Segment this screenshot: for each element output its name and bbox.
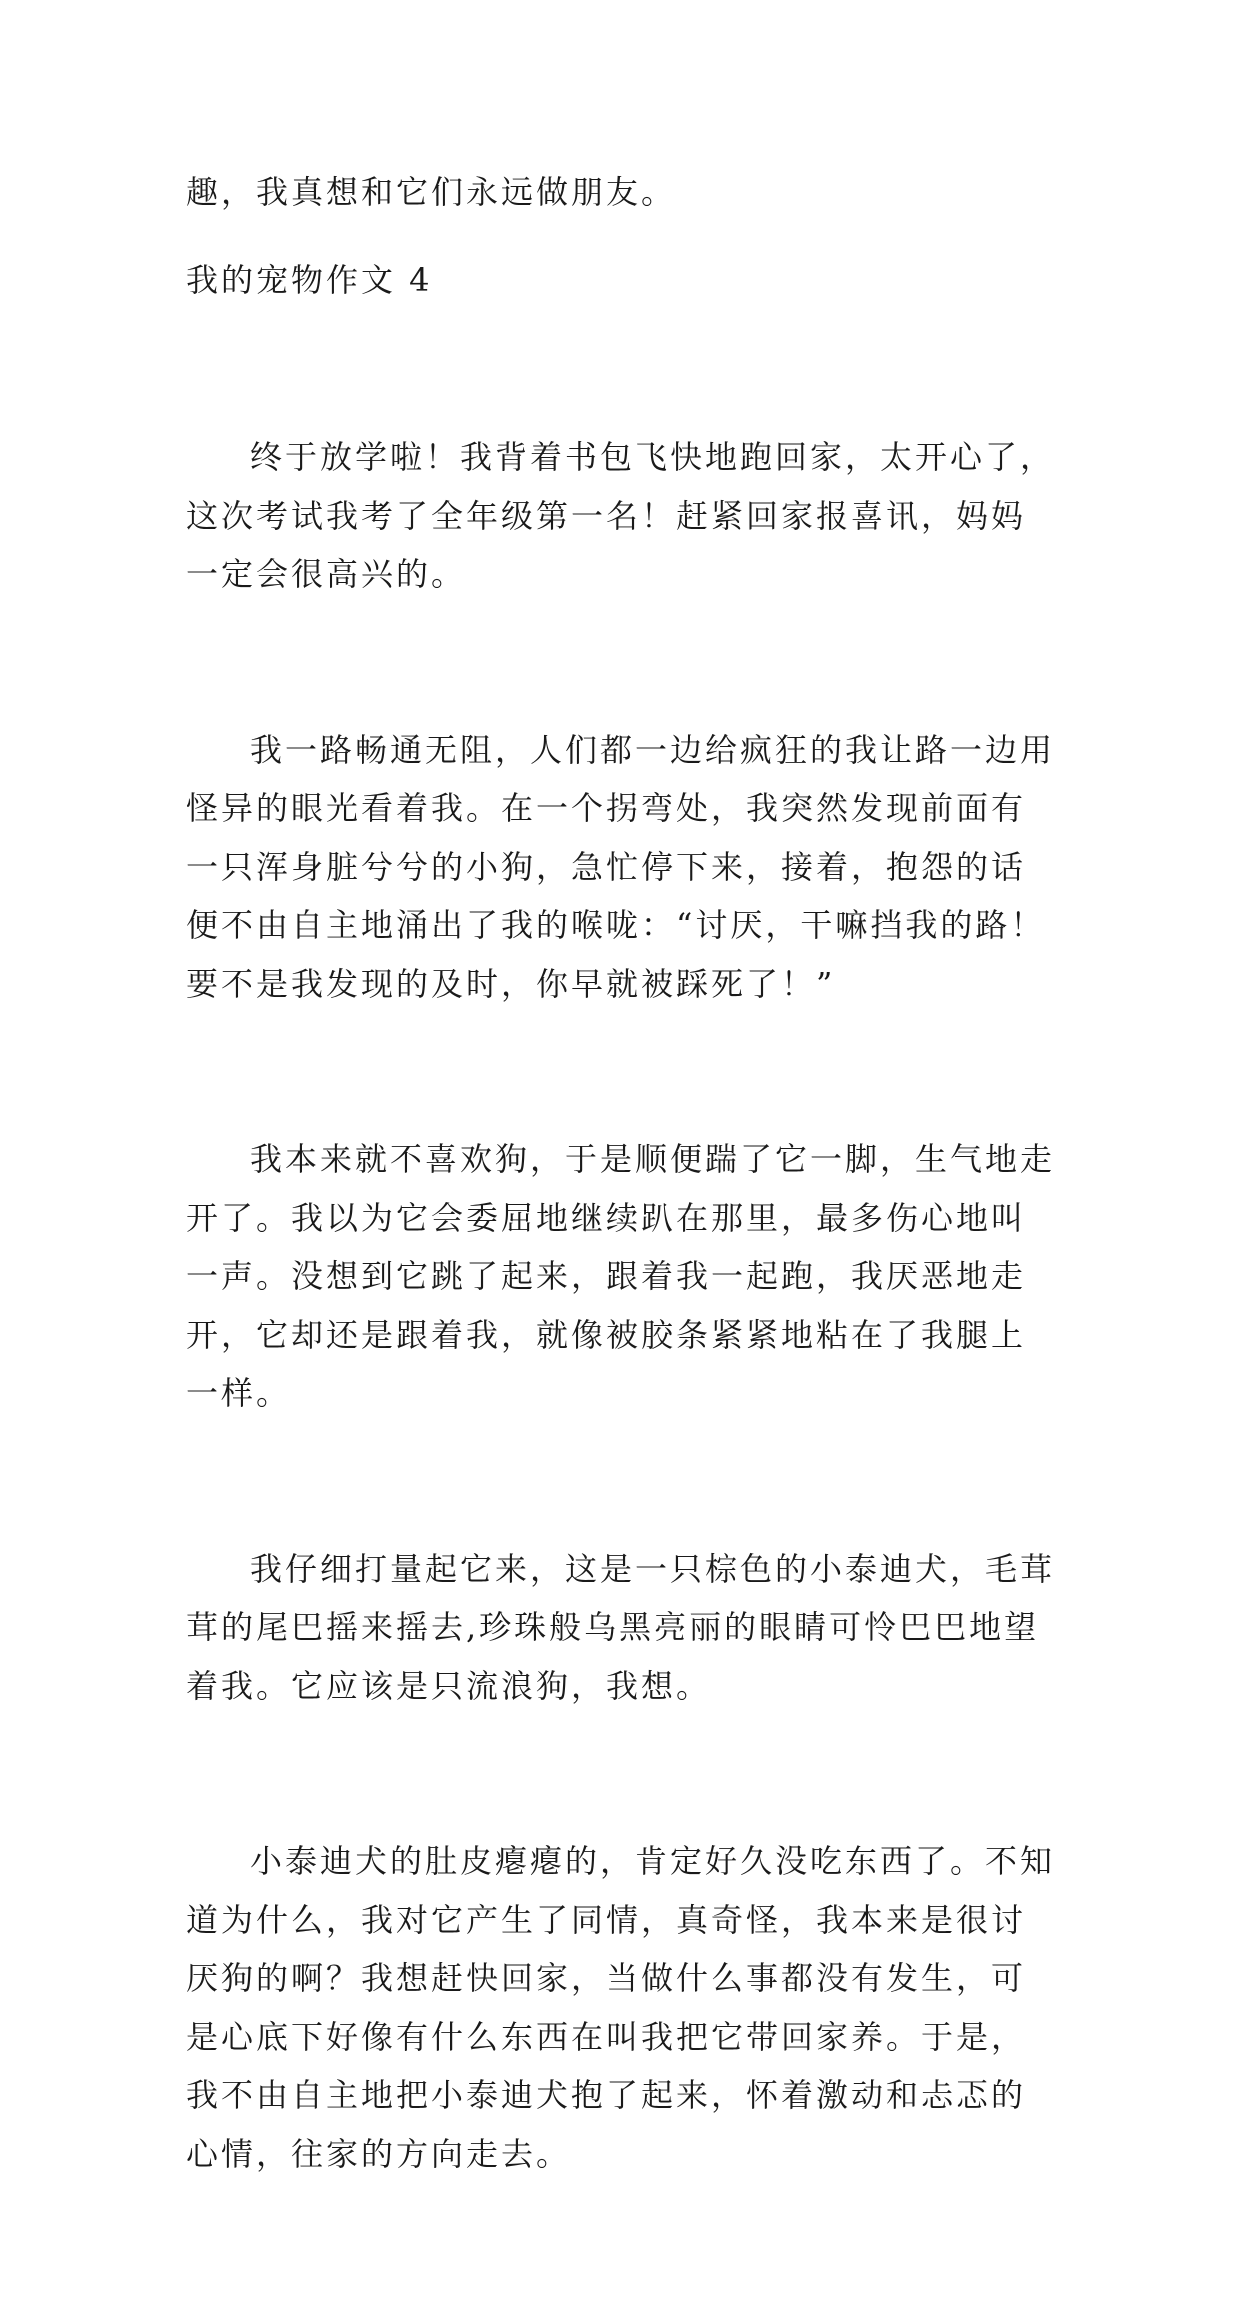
- essay-body: [186, 311, 1056, 2300]
- paragraph: 终于放学啦！我背着书包飞快地跑回家，太开心了，这次考试我考了全年级第一名！赶紧回家报喜讯，妈妈一定会很高兴的。: [186, 438, 1056, 593]
- paragraph: 我本来就不喜欢狗，于是顺便踹了它一脚，生气地走开了。我以为它会委屈地继续趴在那里，最多伤心地叫一声。没想到它跳了起来，跟着我一起跑，我厌恶地走开，它却还是跟着我，就像被胶条紧紧地粘在了我腿上一样。: [186, 1140, 1056, 1412]
- continuation-line: 趣，我真想和它们永远做朋友。: [186, 173, 677, 211]
- paragraph: 我仔细打量起它来，这是一只棕色的小泰迪犬，毛茸茸的尾巴摇来摇去,珍珠般乌黑亮丽的眼睛可怜巴巴地望着我。它应该是只流浪狗，我想。: [186, 1549, 1056, 1705]
- essay-title: 我的宠物作文 4: [186, 261, 433, 299]
- paragraph: 我一路畅通无阻，人们都一边给疯狂的我让路一边用怪异的眼光看着我。在一个拐弯处，我突然发现前面有一只浑身脏兮兮的小狗，急忙停下来，接着，抱怨的话便不由自主地涌出了我的喉咙：“讨厌，干嘛挡我的路！要不是我发现的及时，你早就被踩死了！”: [186, 730, 1056, 1003]
- paragraph: 小泰迪犬的肚皮瘪瘪的，肯定好久没吃东西了。不知道为什么，我对它产生了同情，真奇怪，我本来是很讨厌狗的啊？我想赶快回家，当做什么事都没有发生，可是心底下好像有什么东西在叫我把它带回家养。于是，我不由自主地把小泰迪犬抱了起来，怀着激动和忐忑的心情，往家的方向走去。: [186, 1842, 1056, 2173]
